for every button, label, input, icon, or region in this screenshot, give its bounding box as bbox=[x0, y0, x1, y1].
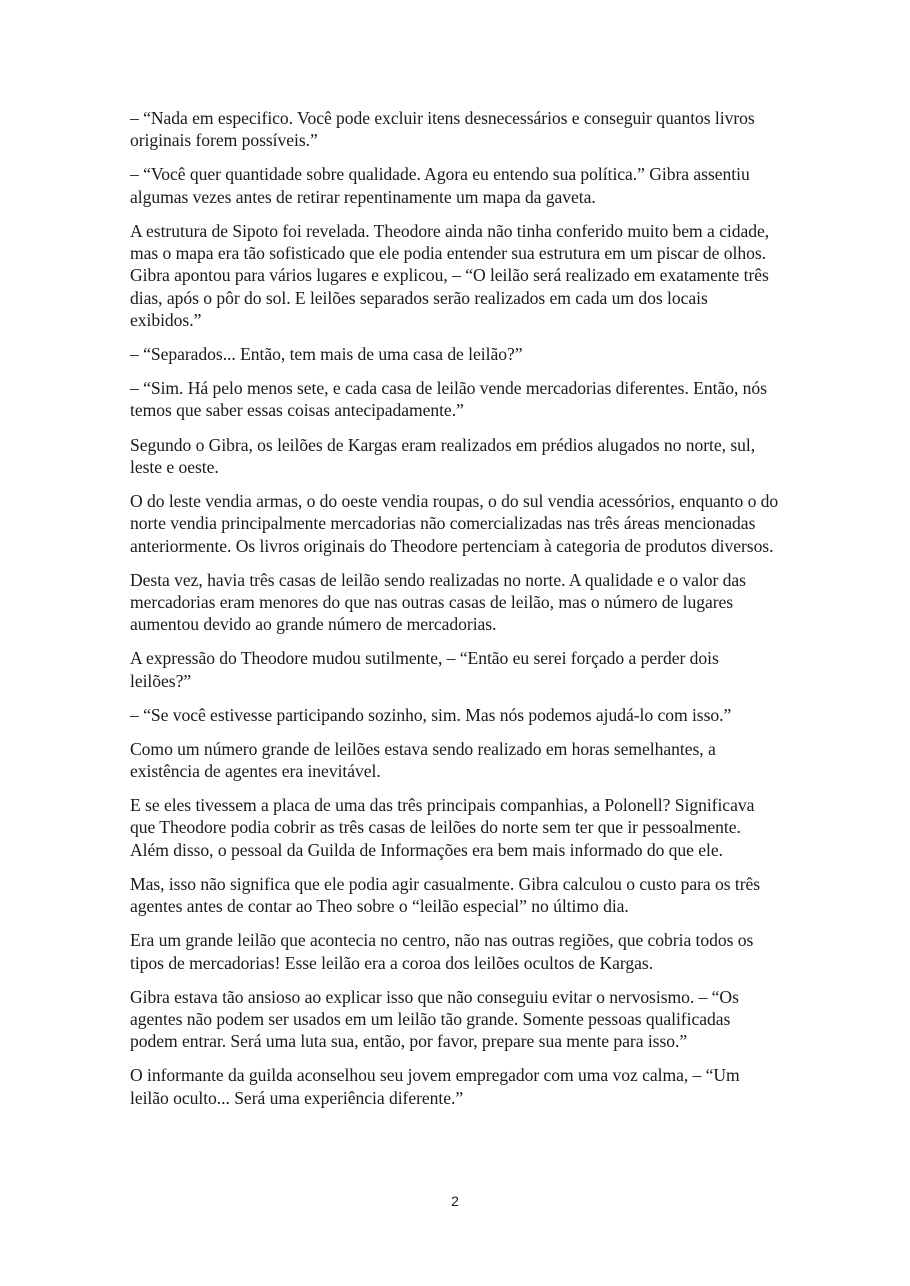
paragraph: – “Nada em especifico. Você pode excluir itens desnecessários e conseguir quantos livros originais forem possíveis.” bbox=[130, 108, 755, 151]
paragraph: – “Sim. Há pelo menos sete, e cada casa de leilão vende mercadorias diferentes. Então, nós temos que saber essas coisas antecipadamente.” bbox=[130, 378, 767, 421]
paragraph: O informante da guilda aconselhou seu jovem empregador com uma voz calma, – “Um leilão oculto... Será uma experiência diferente.” bbox=[130, 1065, 740, 1108]
paragraph: Segundo o Gibra, os leilões de Kargas eram realizados em prédios alugados no norte, sul, leste e oeste. bbox=[130, 434, 756, 477]
paragraph: – “Você quer quantidade sobre qualidade. Agora eu entendo sua política.” Gibra assentiu algumas vezes antes de retirar repentinamente um mapa da gaveta. bbox=[130, 164, 750, 207]
paragraph: E se eles tivessem a placa de uma das três principais companhias, a Polonell? Significava que Theodore podia cobrir as três casas de leilões do norte sem ter que ir pessoalmente. Além disso, o pessoal da Guilda de Informações era bem mais informado do que ele. bbox=[130, 795, 755, 860]
paragraph: A expressão do Theodore mudou sutilmente, – “Então eu serei forçado a perder dois leilões?” bbox=[130, 648, 719, 691]
paragraph: – “Separados... Então, tem mais de uma casa de leilão?” bbox=[130, 344, 523, 365]
paragraph: – “Se você estivesse participando sozinho, sim. Mas nós podemos ajudá-lo com isso.” bbox=[130, 704, 732, 725]
paragraph: A estrutura de Sipoto foi revelada. Theodore ainda não tinha conferido muito bem a cidade, mas o mapa era tão sofisticado que ele podia entender sua estrutura em um piscar de olhos. Gibra apontou para vários lugares e explicou, – “O leilão será realizado em exatamente três dias, após o pôr do sol. E leilões separados serão realizados em cada um dos locais exibidos.” bbox=[130, 220, 770, 330]
page-number: 2 bbox=[451, 1193, 459, 1209]
paragraph: Desta vez, havia três casas de leilão sendo realizadas no norte. A qualidade e o valor das mercadorias eram menores do que nas outras casas de leilão, mas o número de lugares aumentou devido ao grande número de mercadorias. bbox=[130, 569, 746, 635]
paragraph: Gibra estava tão ansioso ao explicar isso que não conseguiu evitar o nervosismo. – “Os agentes não podem ser usados em um leilão tão grande. Somente pessoas qualificadas podem entrar. Será uma luta sua, então, por favor, prepare sua mente para isso.” bbox=[130, 986, 739, 1052]
paragraph: O do leste vendia armas, o do oeste vendia roupas, o do sul vendia acessórios, enquanto o do norte vendia principalmente mercadorias não comercializadas nas três áreas mencionadas anteriormente. Os livros originais do Theodore pertenciam à categoria de produtos diversos. bbox=[130, 490, 779, 556]
document-body bbox=[130, 107, 782, 1121]
paragraph: Mas, isso não significa que ele podia agir casualmente. Gibra calculou o custo para os três agentes antes de contar ao Theo sobre o “leilão especial” no último dia. bbox=[130, 873, 761, 917]
paragraph: Como um número grande de leilões estava sendo realizado em horas semelhantes, a existência de agentes era inevitável. bbox=[130, 738, 716, 782]
paragraph: Era um grande leilão que acontecia no centro, não nas outras regiões, que cobria todos os tipos de mercadorias! Esse leilão era a coroa dos leilões ocultos de Kargas. bbox=[130, 930, 754, 973]
